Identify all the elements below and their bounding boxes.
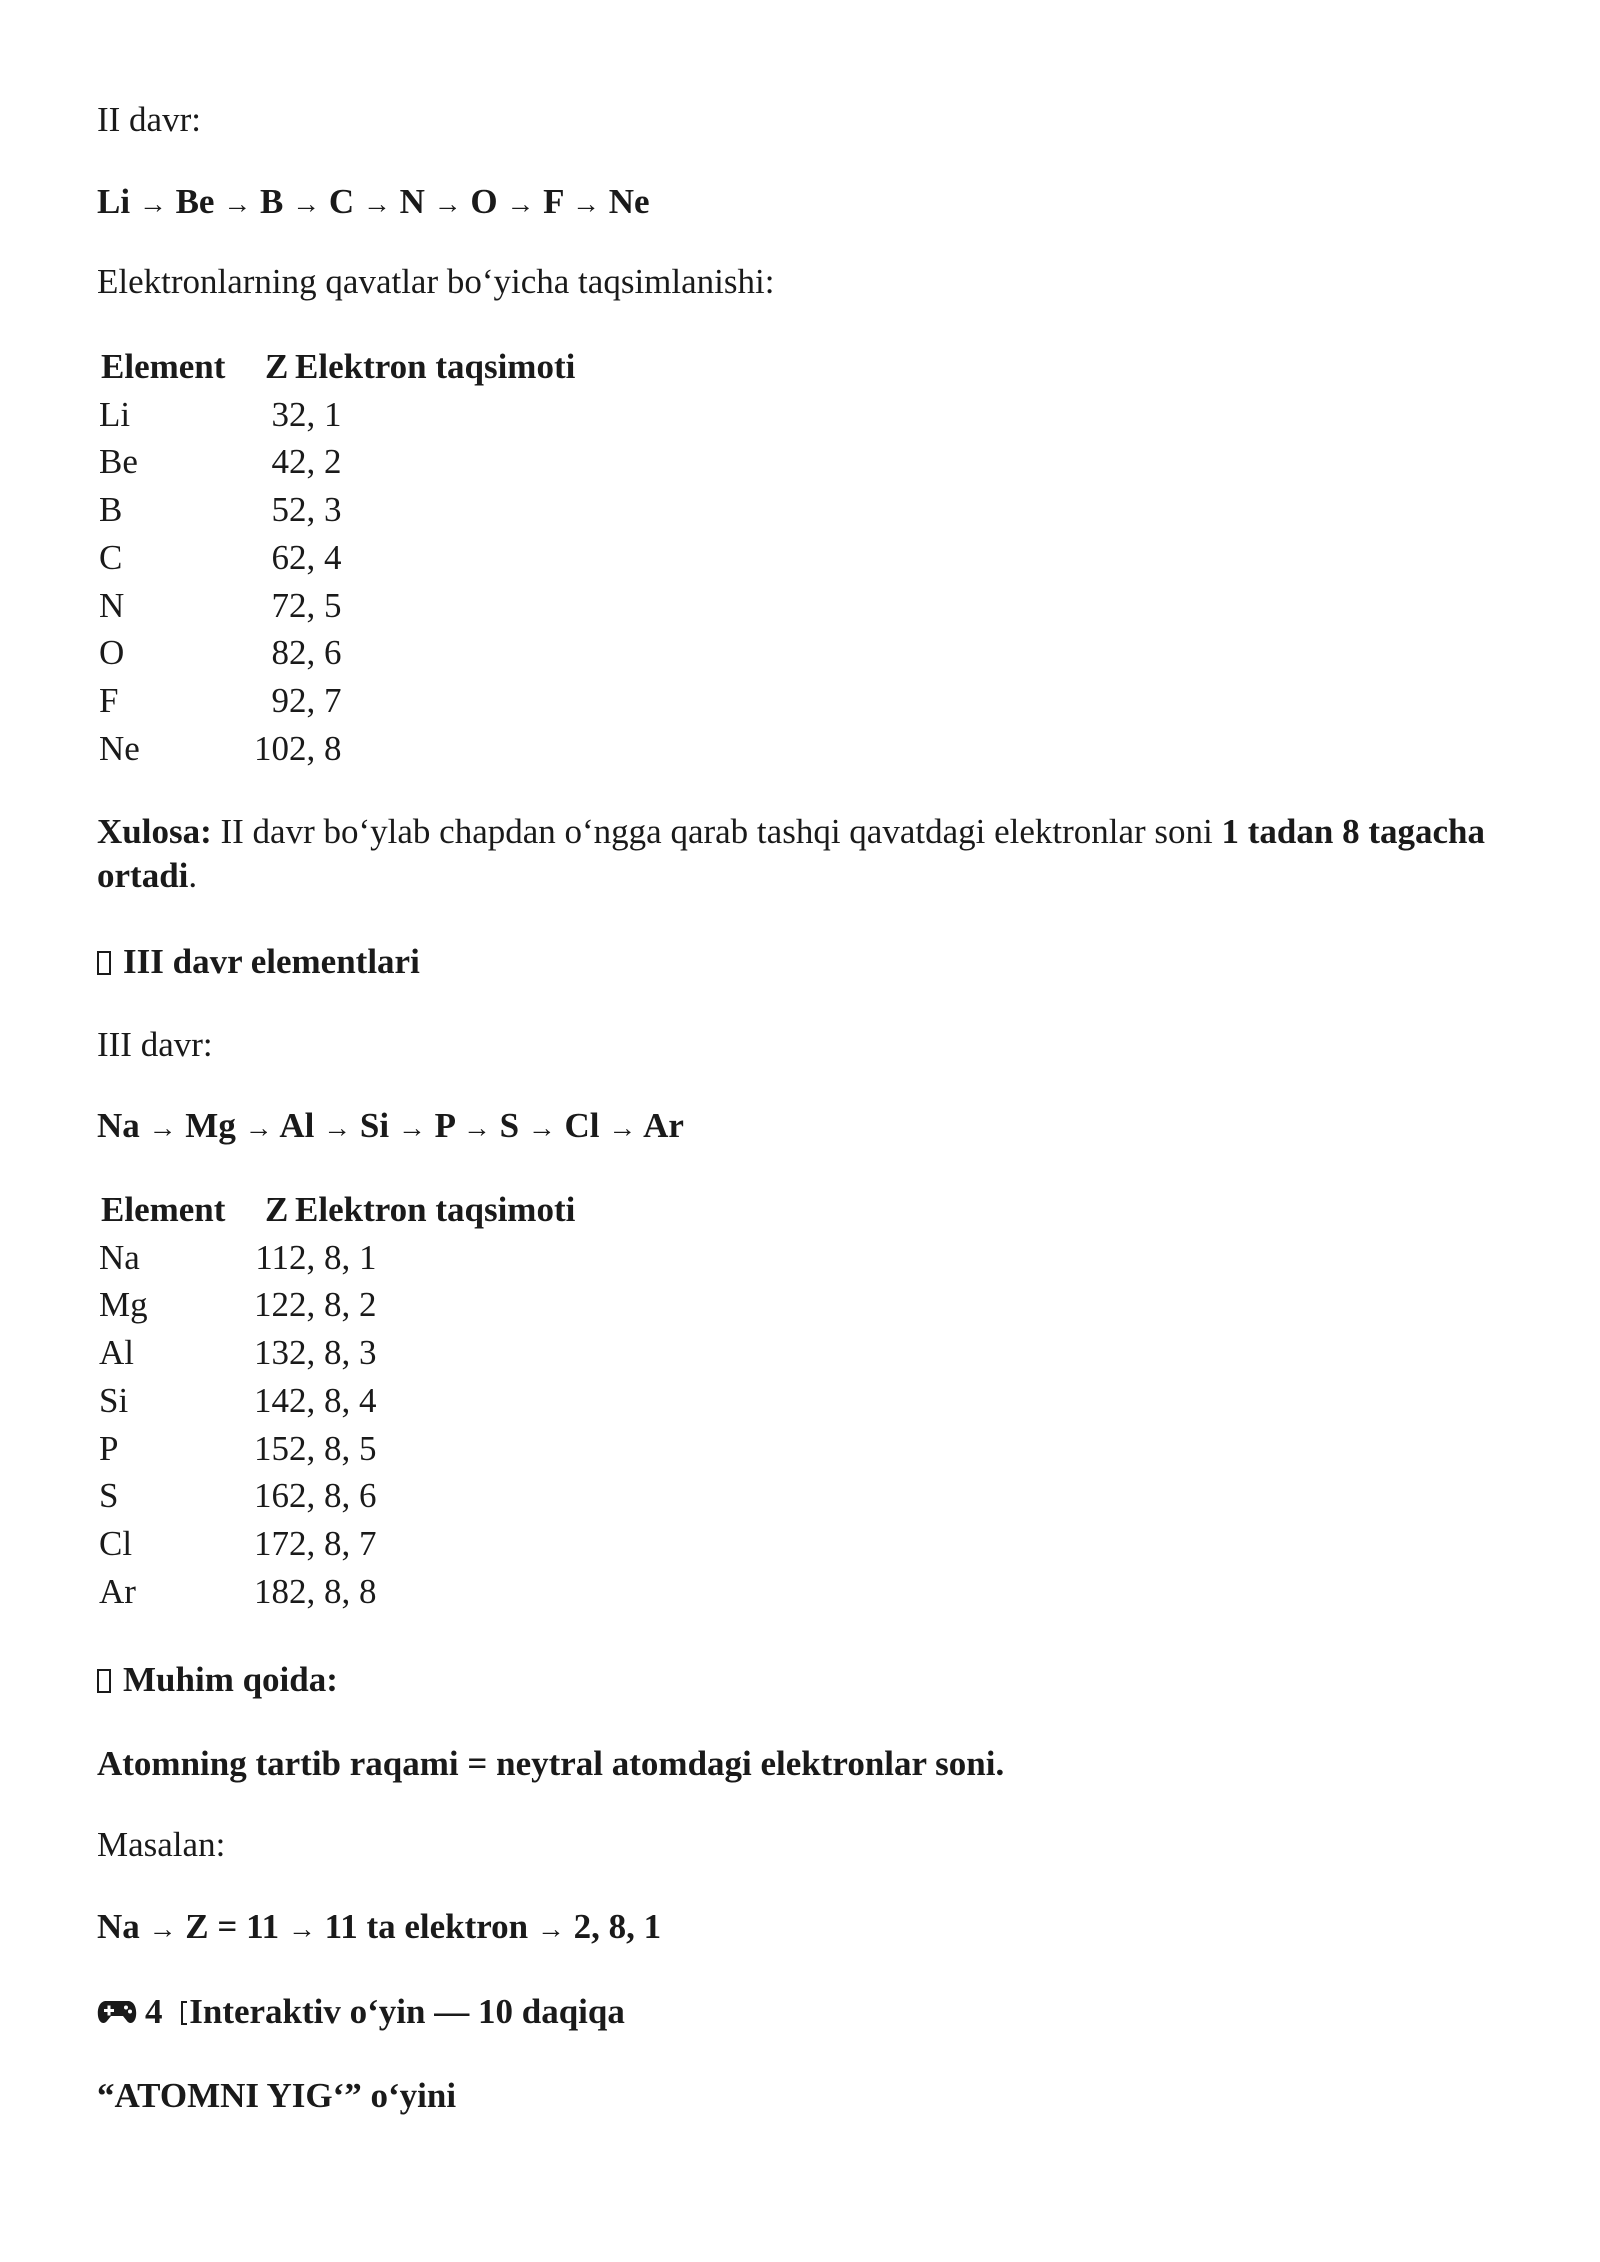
table-row bbox=[97, 1425, 575, 1473]
arrow-icon: → bbox=[536, 1914, 565, 1945]
table-row bbox=[97, 438, 575, 486]
table-row bbox=[97, 391, 575, 439]
header-config: Elektron taqsimoti bbox=[295, 1190, 576, 1229]
table-header-row bbox=[97, 343, 575, 391]
cell-config: 2, 8, 4 bbox=[289, 1380, 377, 1420]
cell-z: 3 bbox=[271, 394, 289, 434]
arrow-icon: → bbox=[571, 189, 600, 220]
table-row bbox=[97, 677, 575, 725]
example-part: Z = 11 bbox=[185, 1907, 280, 1946]
cell-config: 2, 8 bbox=[289, 728, 342, 768]
cell-element: Si bbox=[99, 1380, 129, 1420]
cell-element: F bbox=[99, 680, 119, 720]
game-number: 4 bbox=[145, 1992, 163, 2031]
header-z: Z bbox=[265, 347, 289, 386]
cell-z: 18 bbox=[254, 1571, 289, 1611]
cell-z: 15 bbox=[254, 1428, 289, 1468]
cell-z: 14 bbox=[254, 1380, 289, 1420]
gamepad-icon bbox=[97, 1993, 137, 2037]
element-symbol: Be bbox=[175, 182, 215, 221]
cell-element: Na bbox=[99, 1237, 140, 1277]
table-row bbox=[97, 1329, 575, 1377]
cell-element: Ar bbox=[99, 1571, 136, 1611]
distribution-heading: Elektronlarning qavatlar bo‘yicha taqsimlanishi: bbox=[97, 262, 775, 301]
cell-element: P bbox=[99, 1428, 119, 1468]
element-symbol: Ne bbox=[608, 182, 650, 221]
cell-element: B bbox=[99, 490, 123, 530]
missing-glyph-icon bbox=[97, 951, 111, 975]
element-symbol: S bbox=[499, 1106, 520, 1145]
cell-config: 2, 8, 5 bbox=[289, 1428, 377, 1468]
cell-element: Cl bbox=[99, 1523, 133, 1563]
table-row bbox=[97, 1520, 575, 1568]
arrow-icon: → bbox=[223, 189, 252, 220]
element-symbol: Na bbox=[97, 1106, 140, 1145]
period2-label: II davr: bbox=[97, 100, 201, 139]
game-heading-text: Interaktiv o‘yin — 10 daqiqa bbox=[189, 1992, 625, 2031]
game-name: “ATOMNI YIG‘” o‘yini bbox=[97, 2076, 457, 2115]
element-symbol: Si bbox=[359, 1106, 390, 1145]
cell-config: 2, 6 bbox=[289, 633, 342, 673]
arrow-icon: → bbox=[287, 1914, 316, 1945]
header-element: Element bbox=[101, 1190, 226, 1229]
cell-z: 6 bbox=[271, 537, 289, 577]
cell-z: 12 bbox=[254, 1285, 289, 1325]
example-part: Na bbox=[97, 1907, 140, 1946]
table-row bbox=[97, 582, 575, 630]
cell-element: Mg bbox=[99, 1285, 148, 1325]
table-row bbox=[97, 1568, 575, 1616]
example-part: 11 ta elektron bbox=[324, 1907, 529, 1946]
cell-element: C bbox=[99, 537, 123, 577]
arrow-icon: → bbox=[397, 1113, 426, 1144]
arrow-icon: → bbox=[148, 1113, 177, 1144]
cell-config: 2, 5 bbox=[289, 585, 342, 625]
cell-z: 13 bbox=[254, 1333, 289, 1373]
arrow-icon: → bbox=[138, 189, 167, 220]
table-row bbox=[97, 486, 575, 534]
cell-z: 16 bbox=[254, 1476, 289, 1516]
element-symbol: Mg bbox=[185, 1106, 236, 1145]
cell-element: N bbox=[99, 585, 125, 625]
rule-text: Atomning tartib raqami = neytral atomdagi elektronlar soni. bbox=[97, 1744, 1005, 1783]
table-header-row bbox=[97, 1186, 575, 1234]
period3-sequence bbox=[97, 1104, 684, 1151]
game-heading bbox=[97, 1990, 625, 2037]
cell-z: 9 bbox=[271, 680, 289, 720]
element-symbol: P bbox=[434, 1106, 455, 1145]
period3-table bbox=[97, 1186, 575, 1615]
conclusion-bold: 1 tadan 8 tagacha ortadi bbox=[97, 812, 1486, 895]
cell-config: 2, 3 bbox=[289, 490, 342, 530]
table-row bbox=[97, 629, 575, 677]
cell-config: 2, 8, 6 bbox=[289, 1476, 377, 1516]
table-row bbox=[97, 534, 575, 582]
rule-heading bbox=[97, 1658, 338, 1702]
cell-z: 8 bbox=[271, 633, 289, 673]
cell-element: Al bbox=[99, 1333, 134, 1373]
cell-element: S bbox=[99, 1476, 119, 1516]
cell-config: 2, 8, 3 bbox=[289, 1333, 377, 1373]
arrow-icon: → bbox=[292, 189, 321, 220]
element-symbol: Ar bbox=[643, 1106, 684, 1145]
arrow-icon: → bbox=[323, 1113, 352, 1144]
period3-heading-text: III davr elementlari bbox=[123, 942, 420, 981]
cell-z: 10 bbox=[254, 728, 289, 768]
arrow-icon: → bbox=[608, 1113, 637, 1144]
arrow-icon: → bbox=[462, 1113, 491, 1144]
period3-heading bbox=[97, 940, 420, 984]
period2-table bbox=[97, 343, 575, 772]
header-element: Element bbox=[101, 347, 226, 386]
arrow-icon: → bbox=[148, 1914, 177, 1945]
arrow-icon: → bbox=[433, 189, 462, 220]
cell-z: 4 bbox=[271, 442, 289, 482]
rule-heading-text: Muhim qoida: bbox=[123, 1660, 338, 1699]
cell-z: 5 bbox=[271, 490, 289, 530]
table-row bbox=[97, 1472, 575, 1520]
cell-config: 2, 7 bbox=[289, 680, 342, 720]
arrow-icon: → bbox=[244, 1113, 273, 1144]
cell-config: 2, 2 bbox=[289, 442, 342, 482]
example-line bbox=[97, 1905, 661, 1952]
period2-sequence bbox=[97, 180, 650, 227]
conclusion-label: Xulosa: bbox=[97, 812, 212, 851]
cell-element: Li bbox=[99, 394, 131, 434]
arrow-icon: → bbox=[527, 1113, 556, 1144]
cell-element: Ne bbox=[99, 728, 140, 768]
cell-config: 2, 8, 1 bbox=[289, 1237, 377, 1277]
table-row bbox=[97, 1377, 575, 1425]
element-symbol: Cl bbox=[564, 1106, 600, 1145]
element-symbol: Li bbox=[97, 182, 131, 221]
element-symbol: N bbox=[399, 182, 425, 221]
element-symbol: O bbox=[470, 182, 498, 221]
table-row bbox=[97, 1281, 575, 1329]
conclusion-end: . bbox=[188, 856, 198, 895]
arrow-icon: → bbox=[362, 189, 391, 220]
header-config: Elektron taqsimoti bbox=[295, 347, 576, 386]
cell-z: 11 bbox=[255, 1237, 289, 1277]
period3-label: III davr: bbox=[97, 1025, 213, 1064]
cell-config: 2, 4 bbox=[289, 537, 342, 577]
table-row bbox=[97, 1234, 575, 1282]
missing-glyph-icon bbox=[97, 1669, 111, 1693]
arrow-icon: → bbox=[506, 189, 535, 220]
conclusion-paragraph bbox=[97, 810, 1517, 898]
element-symbol: F bbox=[543, 182, 564, 221]
example-label: Masalan: bbox=[97, 1825, 226, 1864]
table-row bbox=[97, 725, 575, 773]
cell-config: 2, 8, 8 bbox=[289, 1571, 377, 1611]
cell-element: O bbox=[99, 633, 125, 673]
cell-element: Be bbox=[99, 442, 138, 482]
conclusion-text: II davr bo‘ylab chapdan o‘ngga qarab tashqi qavatdagi elektronlar soni bbox=[211, 812, 1222, 851]
element-symbol: Al bbox=[279, 1106, 315, 1145]
cell-z: 17 bbox=[254, 1523, 289, 1563]
header-z: Z bbox=[265, 1190, 289, 1229]
cell-config: 2, 8, 7 bbox=[289, 1523, 377, 1563]
element-symbol: C bbox=[328, 182, 355, 221]
example-part: 2, 8, 1 bbox=[573, 1907, 662, 1946]
cell-config: 2, 8, 2 bbox=[289, 1285, 377, 1325]
cell-z: 7 bbox=[271, 585, 289, 625]
cell-config: 2, 1 bbox=[289, 394, 342, 434]
element-symbol: B bbox=[259, 182, 284, 221]
missing-glyph-icon bbox=[181, 2001, 187, 2025]
